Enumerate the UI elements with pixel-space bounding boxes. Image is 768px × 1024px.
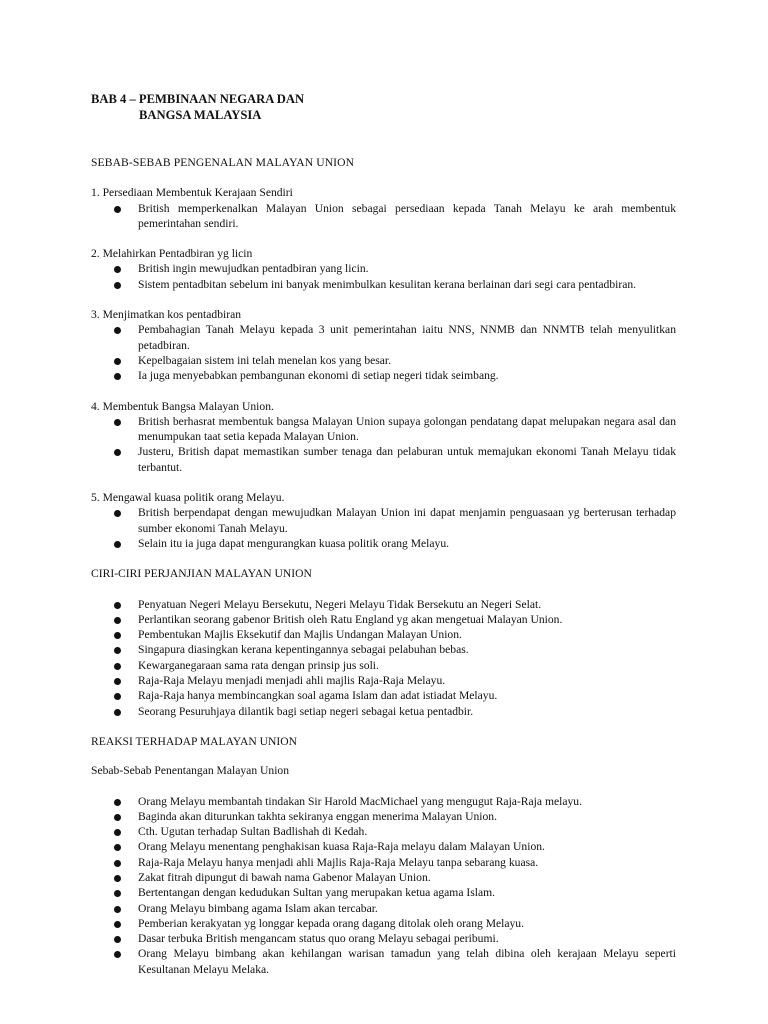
list-item: [91, 353, 676, 368]
list-item: [91, 839, 676, 854]
bullet-dot: [114, 282, 121, 289]
item-heading-1: 1. Persediaan Membentuk Kerajaan Sendiri: [91, 186, 293, 200]
list-item-text: Seorang Pesuruhjaya dilantik bagi setiap negeri sebagai ketua pentadbir.: [138, 704, 474, 718]
list-item-text: British berhasrat membentuk bangsa Malayan Union supaya golongan pendatang dapat melupakan negara asal dan menumpukan taat setia kepada Malayan Union.: [138, 414, 676, 444]
bullet-dot: [114, 799, 121, 806]
list-item: [91, 931, 676, 946]
bullet-dot: [114, 844, 121, 851]
list-item-text: Pembahagian Tanah Melayu kepada 3 unit pemerintahan iaitu NNS, NNMB dan NNMTB telah menyulitkan petadbiran.: [138, 323, 676, 352]
section-heading-ciri-ciri: CIRI-CIRI PERJANJIAN MALAYAN UNION: [91, 567, 312, 581]
list-item-text: Perlantikan seorang gabenor British oleh Ratu England yg akan mengetuai Malayan Union.: [138, 612, 563, 626]
item-heading-2: 2. Melahirkan Pentadbiran yg licin: [91, 247, 253, 261]
bullet-dot: [114, 647, 121, 654]
list-item: [91, 824, 676, 839]
list-item: [91, 505, 676, 536]
list-item-text: Pembentukan Majlis Eksekutif dan Majlis Undangan Malayan Union.: [138, 628, 462, 642]
list-item: [91, 901, 676, 916]
bullet-dot: [114, 358, 121, 365]
list-item-text: British ingin mewujudkan pentadbiran yang licin.: [138, 262, 369, 276]
bullet-dot: [114, 709, 121, 716]
bullet-dot: [114, 678, 121, 685]
list-item-text: Sistem pentadbitan sebelum ini banyak menimbulkan kesulitan kerana berlainan dari segi cara pentadbiran.: [138, 277, 637, 291]
section-heading-reaksi: REAKSI TERHADAP MALAYAN UNION: [91, 734, 298, 748]
bullet-dot: [114, 327, 121, 334]
bullet-dot: [114, 419, 121, 426]
bullet-dot: [114, 206, 121, 213]
list-item-text: Orang Melayu bimbang akan kehilangan warisan tamadun yang telah dibina oleh kerajaan Melayu seperti Kesultanan Melayu Melaka.: [138, 947, 676, 976]
list-item-text: Penyatuan Negeri Melayu Bersekutu, Negeri Melayu Tidak Bersekutu an Negeri Selat.: [138, 597, 542, 611]
bullet-dot: [114, 951, 121, 958]
bullet-list-3: [91, 322, 676, 383]
list-item-text: Pemberian kerakyatan yg longgar kepada orang dagang ditolak oleh orang Melayu.: [138, 916, 525, 930]
list-item: [91, 704, 676, 719]
list-item-text: Bertentangan dengan kedudukan Sultan yang merupakan ketua agama Islam.: [138, 886, 496, 900]
bullet-list-2: [91, 261, 676, 292]
bullet-dot: [114, 906, 121, 913]
list-item: [91, 627, 676, 642]
chapter-title-line-2: BANGSA MALAYSIA: [139, 108, 262, 122]
list-item-text: Cth. Ugutan terhadap Sultan Badlishah di Kedah.: [138, 825, 368, 839]
list-item: [91, 444, 676, 475]
bullet-dot: [114, 632, 121, 639]
bullet-dot: [114, 663, 121, 670]
list-item-text: Selain itu ia juga dapat mengurangkan kuasa politik orang Melayu.: [138, 536, 450, 550]
bullet-dot: [114, 266, 121, 273]
list-item-text: British memperkenalkan Malayan Union sebagai persediaan kepada Tanah Melayu ke arah membentuk pemerintahan sendiri.: [138, 201, 676, 230]
bullet-list-4: [91, 414, 676, 475]
list-item: [91, 885, 676, 900]
list-item-text: Zakat fitrah dipungut di bawah nama Gabenor Malayan Union.: [138, 870, 431, 884]
list-item-text: Orang Melayu menentang penghakisan kuasa Raja-Raja melayu dalam Malayan Union.: [138, 840, 545, 854]
list-item: [91, 536, 676, 551]
list-item-text: Singapura diasingkan kerana kepentingannya sebagai pelabuhan bebas.: [138, 643, 469, 657]
bullet-list-ciri-ciri: [91, 597, 676, 719]
list-item: [91, 658, 676, 673]
bullet-dot: [114, 373, 121, 380]
list-item: [91, 642, 676, 657]
list-item-text: Ia juga menyebabkan pembangunan ekonomi di setiap negeri tidak seimbang.: [138, 369, 499, 383]
list-item: [91, 277, 676, 292]
list-item: [91, 612, 676, 627]
bullet-dot: [114, 875, 121, 882]
bullet-dot: [114, 829, 121, 836]
list-item: [91, 946, 676, 977]
list-item-text: Justeru, British dapat memastikan sumber tenaga dan pelaburan untuk memajukan ekonomi Tanah Melayu tidak terbantut.: [138, 445, 676, 474]
item-heading-5: 5. Mengawal kuasa politik orang Melayu.: [91, 491, 285, 505]
list-item: [91, 322, 676, 353]
document-content: [91, 91, 676, 977]
section-subheading-penentangan: Sebab-Sebab Penentangan Malayan Union: [91, 764, 290, 778]
list-item-text: Baginda akan diturunkan takhta sekiranya enggan menerima Malayan Union.: [138, 809, 497, 823]
list-item-text: Orang Melayu bimbang agama Islam akan tercabar.: [138, 901, 378, 915]
list-item-text: Dasar terbuka British mengancam status quo orang Melayu sebagai peribumi.: [138, 932, 499, 946]
list-item-text: Raja-Raja Melayu hanya menjadi ahli Majlis Raja-Raja Melayu tanpa sebarang kuasa.: [138, 855, 539, 869]
bullet-dot: [114, 449, 121, 456]
list-item-text: Orang Melayu membantah tindakan Sir Harold MacMichael yang mengugut Raja-Raja melayu.: [138, 794, 582, 808]
spacer: [91, 582, 676, 597]
bullet-dot: [114, 693, 121, 700]
item-heading-4: 4. Membentuk Bangsa Malayan Union.: [91, 399, 274, 413]
bullet-dot: [114, 890, 121, 897]
bullet-dot: [114, 602, 121, 609]
item-heading-3: 3. Menjimatkan kos pentadbiran: [91, 308, 242, 322]
bullet-dot: [114, 617, 121, 624]
bullet-list-1: [91, 201, 676, 232]
bullet-dot: [114, 860, 121, 867]
bullet-dot: [114, 921, 121, 928]
list-item: [91, 368, 676, 383]
list-item: [91, 597, 676, 612]
list-item: [91, 414, 676, 445]
list-item-text: Kepelbagaian sistem ini telah menelan kos yang besar.: [138, 353, 392, 367]
bullet-dot: [114, 814, 121, 821]
chapter-title-line-1: BAB 4 – PEMBINAAN NEGARA DAN: [91, 92, 305, 106]
list-item-text: Raja-Raja Melayu menjadi menjadi ahli majlis Raja-Raja Melayu.: [138, 674, 446, 688]
list-item: [91, 870, 676, 885]
list-item: [91, 855, 676, 870]
bullet-dot: [114, 510, 121, 517]
list-item: [91, 673, 676, 688]
spacer: [91, 779, 676, 794]
list-item-text: Raja-Raja hanya membincangkan soal agama Islam dan adat istiadat Melayu.: [138, 689, 498, 703]
list-item: [91, 261, 676, 276]
list-item-text: Kewarganegaraan sama rata dengan prinsip jus soli.: [138, 658, 379, 672]
bullet-dot: [114, 541, 121, 548]
list-item: [91, 916, 676, 931]
list-item: [91, 201, 676, 232]
bullet-list-5: [91, 505, 676, 551]
section-heading-pengenalan: SEBAB-SEBAB PENGENALAN MALAYAN UNION: [91, 156, 355, 169]
list-item: [91, 794, 676, 809]
list-item: [91, 809, 676, 824]
chapter-title: [91, 91, 676, 123]
list-item-text: British berpendapat dengan mewujudkan Malayan Union ini dapat menjamin penguasaan yg berterusan terhadap sumber ekonomi Tanah Melayu.: [138, 506, 676, 535]
bullet-list-penentangan: [91, 794, 676, 978]
bullet-dot: [114, 936, 121, 943]
list-item: [91, 688, 676, 703]
